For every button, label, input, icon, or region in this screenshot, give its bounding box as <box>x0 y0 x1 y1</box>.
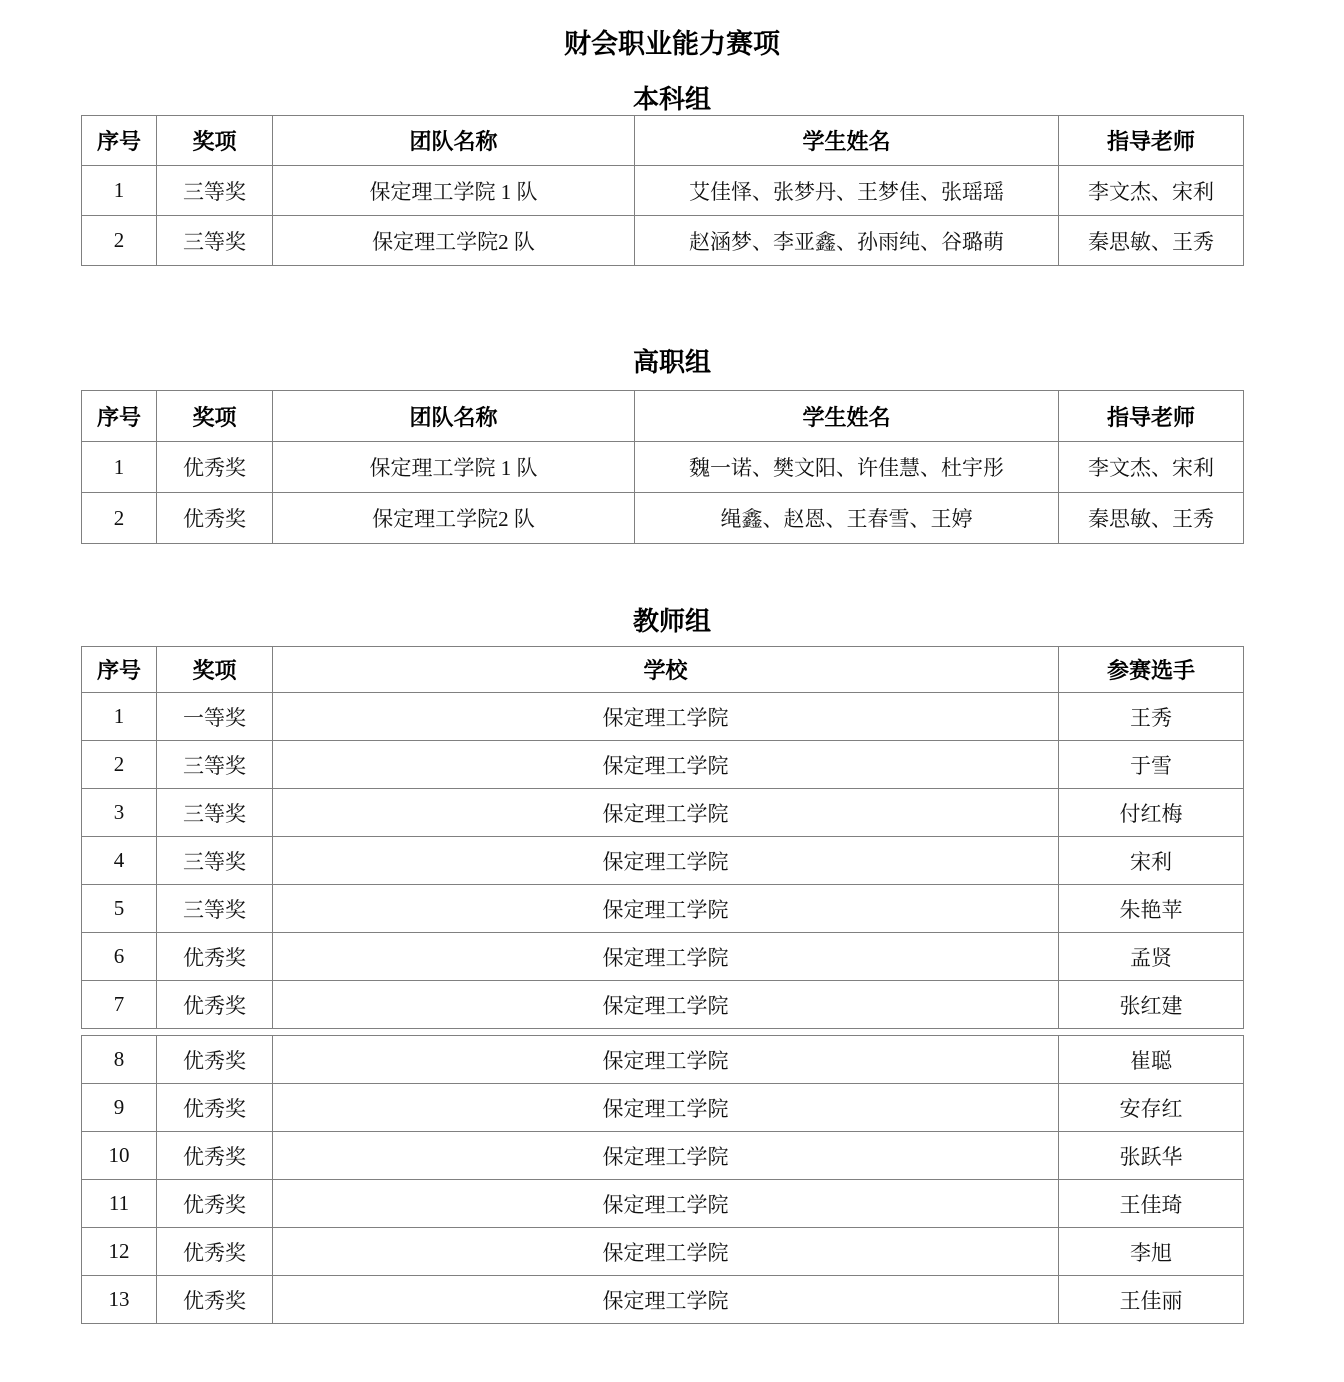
section-heading-vocational: 高职组 <box>632 347 711 377</box>
table-row <box>82 837 1244 885</box>
table-cell: 三等奖 <box>157 216 273 266</box>
table-cell: 保定理工学院 <box>273 1036 1059 1084</box>
table-cell: 绳鑫、赵恩、王春雪、王婷 <box>635 493 1059 544</box>
table-row <box>82 1036 1244 1084</box>
table-header <box>82 116 1244 166</box>
table-cell: 艾佳怿、张梦丹、王梦佳、张瑶瑶 <box>635 166 1059 216</box>
table-header-row <box>82 116 1244 166</box>
table-cell: 1 <box>82 442 157 493</box>
table-cell: 11 <box>82 1180 157 1228</box>
table-cell: 安存红 <box>1059 1084 1244 1132</box>
table-cell: 5 <box>82 885 157 933</box>
table-cell: 保定理工学院 <box>273 1228 1059 1276</box>
table-cell: 王佳琦 <box>1059 1180 1244 1228</box>
table-cell: 8 <box>82 1036 157 1084</box>
section-heading-undergraduate: 本科组 <box>632 84 711 114</box>
table-cell: 魏一诺、樊文阳、许佳慧、杜宇彤 <box>635 442 1059 493</box>
table-teacher-part1 <box>81 646 1244 1029</box>
table-vocational <box>81 390 1244 544</box>
column-header-advisor: 指导老师 <box>1059 116 1244 166</box>
table-cell: 保定理工学院 <box>273 981 1059 1029</box>
table-cell: 4 <box>82 837 157 885</box>
table-cell: 6 <box>82 933 157 981</box>
table-body <box>82 693 1244 1029</box>
table-row <box>82 493 1244 544</box>
column-header-team: 团队名称 <box>273 116 635 166</box>
table-cell: 三等奖 <box>157 166 273 216</box>
table-row <box>82 741 1244 789</box>
column-header-award: 奖项 <box>157 647 273 693</box>
table-cell: 优秀奖 <box>157 442 273 493</box>
column-header-advisor: 指导老师 <box>1059 391 1244 442</box>
table-row <box>82 789 1244 837</box>
table-cell: 张跃华 <box>1059 1132 1244 1180</box>
table-cell: 3 <box>82 789 157 837</box>
table-cell: 三等奖 <box>157 789 273 837</box>
table-cell: 9 <box>82 1084 157 1132</box>
table-row <box>82 442 1244 493</box>
column-header-school: 学校 <box>273 647 1059 693</box>
column-header-students: 学生姓名 <box>635 116 1059 166</box>
table-header-row <box>82 391 1244 442</box>
table-cell: 李文杰、宋利 <box>1059 442 1244 493</box>
table-cell: 保定理工学院2 队 <box>273 493 635 544</box>
table-cell: 一等奖 <box>157 693 273 741</box>
table-cell: 李旭 <box>1059 1228 1244 1276</box>
section-heading-teacher: 教师组 <box>632 606 711 636</box>
table-cell: 于雪 <box>1059 741 1244 789</box>
table-cell: 保定理工学院 <box>273 933 1059 981</box>
table-cell: 秦思敏、王秀 <box>1059 493 1244 544</box>
table-cell: 孟贤 <box>1059 933 1244 981</box>
table-header <box>82 647 1244 693</box>
table-body <box>82 1036 1244 1324</box>
document-title: 财会职业能力赛项 <box>564 29 780 59</box>
table-cell: 10 <box>82 1132 157 1180</box>
table-cell: 保定理工学院 1 队 <box>273 166 635 216</box>
table-cell: 赵涵梦、李亚鑫、孙雨纯、谷璐萌 <box>635 216 1059 266</box>
table-cell: 保定理工学院 <box>273 693 1059 741</box>
column-header-award: 奖项 <box>157 391 273 442</box>
table-body <box>82 166 1244 266</box>
table-cell: 三等奖 <box>157 837 273 885</box>
table-cell: 优秀奖 <box>157 1276 273 1324</box>
column-header-students: 学生姓名 <box>635 391 1059 442</box>
table-row <box>82 1228 1244 1276</box>
table-row <box>82 693 1244 741</box>
table-cell: 优秀奖 <box>157 1180 273 1228</box>
table-row <box>82 1276 1244 1324</box>
table-cell: 朱艳苹 <box>1059 885 1244 933</box>
table-header-row <box>82 647 1244 693</box>
table-undergraduate <box>81 115 1244 266</box>
table-cell: 7 <box>82 981 157 1029</box>
table-cell: 优秀奖 <box>157 1228 273 1276</box>
table-cell: 保定理工学院 <box>273 885 1059 933</box>
table-cell: 优秀奖 <box>157 981 273 1029</box>
table-cell: 保定理工学院2 队 <box>273 216 635 266</box>
table-cell: 优秀奖 <box>157 1036 273 1084</box>
table-cell: 崔聪 <box>1059 1036 1244 1084</box>
column-header-team: 团队名称 <box>273 391 635 442</box>
table-row <box>82 1180 1244 1228</box>
column-header-no: 序号 <box>82 647 157 693</box>
table-cell: 保定理工学院 <box>273 1180 1059 1228</box>
table-cell: 三等奖 <box>157 885 273 933</box>
table-header <box>82 391 1244 442</box>
table-cell: 2 <box>82 216 157 266</box>
column-header-no: 序号 <box>82 391 157 442</box>
table-cell: 宋利 <box>1059 837 1244 885</box>
table-cell: 1 <box>82 166 157 216</box>
table-cell: 保定理工学院 <box>273 1084 1059 1132</box>
table-cell: 优秀奖 <box>157 933 273 981</box>
table-cell: 12 <box>82 1228 157 1276</box>
table-cell: 优秀奖 <box>157 1084 273 1132</box>
table-teacher-part2 <box>81 1035 1244 1324</box>
column-header-no: 序号 <box>82 116 157 166</box>
table-row <box>82 1084 1244 1132</box>
table-cell: 付红梅 <box>1059 789 1244 837</box>
column-header-award: 奖项 <box>157 116 273 166</box>
table-cell: 1 <box>82 693 157 741</box>
table-cell: 保定理工学院 <box>273 1132 1059 1180</box>
table-cell: 2 <box>82 741 157 789</box>
table-row <box>82 166 1244 216</box>
table-cell: 保定理工学院 <box>273 1276 1059 1324</box>
table-cell: 三等奖 <box>157 741 273 789</box>
table-cell: 王佳丽 <box>1059 1276 1244 1324</box>
table-body <box>82 442 1244 544</box>
table-row <box>82 981 1244 1029</box>
column-header-player: 参赛选手 <box>1059 647 1244 693</box>
table-cell: 保定理工学院 <box>273 741 1059 789</box>
table-cell: 张红建 <box>1059 981 1244 1029</box>
table-cell: 秦思敏、王秀 <box>1059 216 1244 266</box>
table-cell: 优秀奖 <box>157 493 273 544</box>
table-row <box>82 885 1244 933</box>
table-cell: 保定理工学院 1 队 <box>273 442 635 493</box>
table-row <box>82 933 1244 981</box>
document-page <box>0 26 1344 1382</box>
table-cell: 王秀 <box>1059 693 1244 741</box>
table-cell: 保定理工学院 <box>273 837 1059 885</box>
table-cell: 保定理工学院 <box>273 789 1059 837</box>
table-cell: 13 <box>82 1276 157 1324</box>
table-cell: 2 <box>82 493 157 544</box>
table-cell: 李文杰、宋利 <box>1059 166 1244 216</box>
table-row <box>82 1132 1244 1180</box>
table-row <box>82 216 1244 266</box>
table-cell: 优秀奖 <box>157 1132 273 1180</box>
